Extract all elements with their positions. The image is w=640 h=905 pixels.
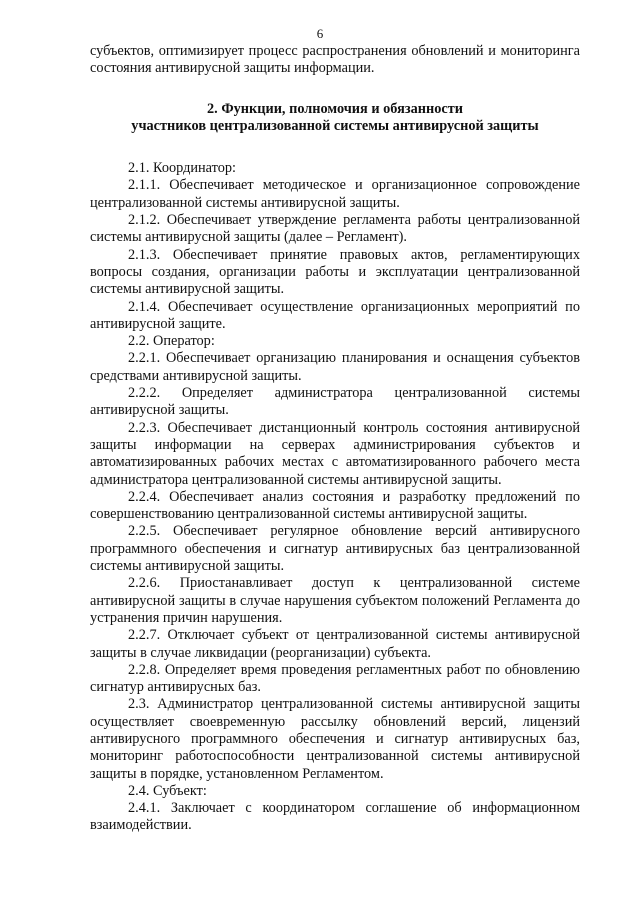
paragraph-2-4-1: 2.4.1. Заключает с координатором соглашение об информационном взаимодействии. [90,800,580,834]
paragraph-2-2-6: 2.2.6. Приостанавливает доступ к централизованной системе антивирусной защиты в случае нарушения субъектом положений Регламента до устранения причин нарушения. [90,575,580,626]
paragraph-2-1: 2.1. Координатор: [128,160,236,177]
paragraph-2-1-4: 2.1.4. Обеспечивает осуществление организационных мероприятий по антивирусной защите. [90,298,580,332]
page-number: 6 [316,26,324,41]
paragraph-2-2-5: 2.2.5. Обеспечивает регулярное обновление версий антивирусного программного обеспечения и сигнатур антивирусных баз централизованной системы антивирусной защиты. [90,523,580,575]
intro-paragraph: субъектов, оптимизирует процесс распространения обновлений и мониторинга состояния антивирусной защиты информации. [90,43,580,77]
section-heading [90,101,580,136]
paragraph-2-1-1: 2.1.1. Обеспечивает методическое и организационное сопровождение централизованной системы антивирусной защиты. [90,177,580,211]
paragraph-2-2-7: 2.2.7. Отключает субъект от централизованной системы антивирусной защиты в случае ликвидации (реорганизации) субъекта. [90,627,580,661]
section-heading-line-2: участников централизованной системы антивирусной защиты [131,117,539,134]
paragraph-2-2-1: 2.2.1. Обеспечивает организацию планирования и оснащения субъектов средствами антивирусной защиты. [90,350,580,384]
paragraph-2-2: 2.2. Оператор: [128,333,215,350]
paragraph-2-4: 2.4. Субъект: [128,782,207,799]
paragraph-2-1-3: 2.1.3. Обеспечивает принятие правовых актов, регламентирующих вопросы создания, организации работы и эксплуатации централизованной системы антивирусной защиты. [90,246,580,298]
document-body [90,43,580,835]
paragraph-2-3: 2.3. Администратор централизованной системы антивирусной защиты осуществляет своевременную рассылку обновлений версий, лицензий антивирусного программного обеспечения и сигнатур антивирусных баз, мониторинг работоспособности централизованной системы антивирусной защиты в порядке, установленном Регламентом. [90,696,580,782]
paragraph-2-2-4: 2.2.4. Обеспечивает анализ состояния и разработку предложений по совершенствованию централизованной системы антивирусной защиты. [90,488,580,523]
paragraph-2-2-3: 2.2.3. Обеспечивает дистанционный контроль состояния антивирусной защиты информации на серверах администрирования субъектов и автоматизированных рабочих местах с автоматизированного рабочего места администратора централизованной системы антивирусной защиты. [90,419,580,488]
paragraph-2-2-8: 2.2.8. Определяет время проведения регламентных работ по обновлению сигнатур антивирусных баз. [90,661,580,696]
paragraph-2-1-2: 2.1.2. Обеспечивает утверждение регламента работы централизованной системы антивирусной защиты (далее – Регламент). [90,212,580,246]
section-heading-line-1: 2. Функции, полномочия и обязанности [207,100,463,117]
paragraph-2-2-2: 2.2.2. Определяет администратора централизованной системы антивирусной защиты. [90,385,580,419]
